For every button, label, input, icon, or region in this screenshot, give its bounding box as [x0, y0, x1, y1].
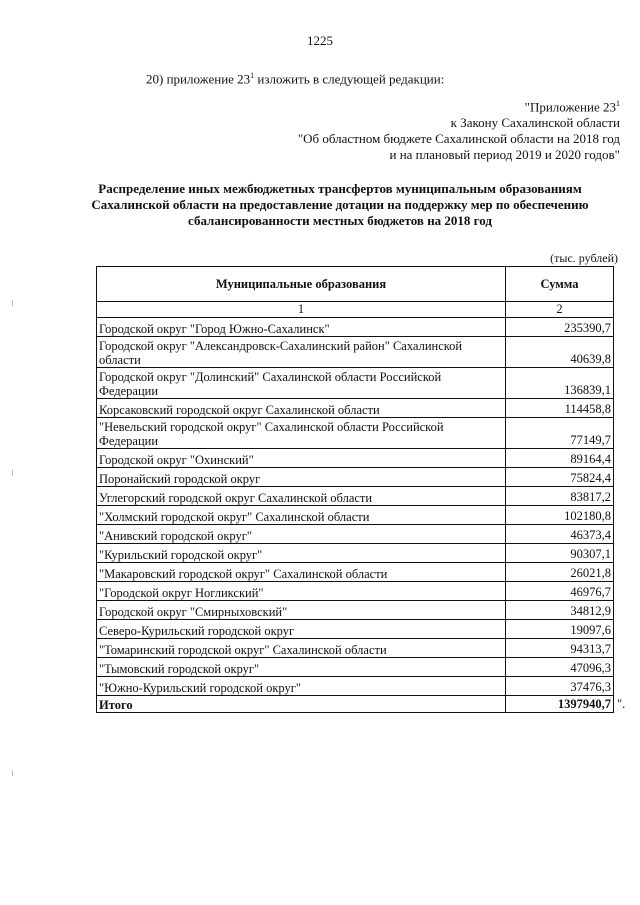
transfer-sum: 136839,1: [505, 368, 613, 399]
municipality-name: Корсаковский городской округ Сахалинской области: [97, 399, 506, 418]
page-number: 1225: [307, 33, 333, 48]
table-row: [97, 658, 614, 677]
municipality-name: "Городской округ Ногликский": [97, 582, 506, 601]
municipality-name: Городской округ "Смирныховский": [97, 601, 506, 620]
transfer-sum: 90307,1: [505, 544, 613, 563]
transfer-sum: 75824,4: [505, 468, 613, 487]
instruction-suffix: изложить в следующей редакции:: [254, 71, 445, 87]
transfer-sum: 40639,8: [505, 337, 613, 368]
transfer-sum: 19097,6: [505, 620, 613, 639]
transfer-sum: 102180,8: [505, 506, 613, 525]
transfer-sum: 235390,7: [505, 318, 613, 337]
table-row: [97, 418, 614, 449]
transfer-sum: 34812,9: [505, 601, 613, 620]
municipality-name: Городской округ "Долинский" Сахалинской области Российской Федерации: [97, 368, 506, 399]
margin-tick: [12, 470, 13, 476]
instruction-superscript: 1: [250, 71, 255, 80]
municipality-name: "Макаровский городской округ" Сахалинской области: [97, 563, 506, 582]
instruction-prefix: 20) приложение 23: [146, 71, 251, 87]
transfer-sum: 77149,7: [505, 418, 613, 449]
table-row: [97, 318, 614, 337]
table-row: [97, 639, 614, 658]
transfer-sum: 114458,8: [505, 399, 613, 418]
municipality-name: Городской округ "Александровск-Сахалинский район" Сахалинской области: [97, 337, 506, 368]
municipality-name: Углегорский городской округ Сахалинской области: [97, 487, 506, 506]
column-number-row: [97, 302, 614, 318]
closing-quote: ".: [617, 697, 626, 711]
municipality-name: "Холмский городской округ" Сахалинской области: [97, 506, 506, 525]
municipality-name: "Анивский городской округ": [97, 525, 506, 544]
municipality-name: Городской округ "Охинский": [97, 449, 506, 468]
margin-tick: [12, 300, 13, 306]
table-row: [97, 399, 614, 418]
annex-line-2: к Закону Сахалинской области: [450, 115, 620, 131]
transfer-sum: 47096,3: [505, 658, 613, 677]
table-row: [97, 563, 614, 582]
table-row: [97, 368, 614, 399]
total-row: [97, 696, 614, 713]
annex-title: "Приложение 23: [524, 99, 616, 115]
municipality-name: Городской округ "Город Южно-Сахалинск": [97, 318, 506, 337]
column-number-1: 1: [97, 302, 506, 318]
municipality-name: "Невельский городской округ" Сахалинской области Российской Федерации: [97, 418, 506, 449]
table-row: [97, 525, 614, 544]
annex-line-1: [298, 96, 620, 115]
table-row: [97, 506, 614, 525]
margin-tick: [12, 770, 13, 776]
table-header-row: [97, 267, 614, 302]
transfer-sum: 89164,4: [505, 449, 613, 468]
annex-line-4: и на плановый период 2019 и 2020 годов": [389, 147, 620, 163]
column-number-2: 2: [505, 302, 613, 318]
table-row: [97, 544, 614, 563]
transfers-table: [96, 266, 614, 713]
transfer-sum: 94313,7: [505, 639, 613, 658]
annex-superscript: 1: [616, 99, 620, 108]
municipality-name: "Тымовский городской округ": [97, 658, 506, 677]
transfer-sum: 26021,8: [505, 563, 613, 582]
municipality-name: "Курильский городской округ": [97, 544, 506, 563]
municipality-name: "Южно-Курильский городской округ": [97, 677, 506, 696]
transfer-sum: 46976,7: [505, 582, 613, 601]
table-row: [97, 601, 614, 620]
annex-header: [298, 96, 620, 163]
units-label: (тыс. рублей): [550, 251, 618, 265]
transfer-sum: 37476,3: [505, 677, 613, 696]
table-row: [97, 620, 614, 639]
amendment-instruction: [146, 71, 444, 87]
annex-line-3: "Об областном бюджете Сахалинской области на 2018 год: [297, 131, 620, 147]
table-row: [97, 449, 614, 468]
table-row: [97, 337, 614, 368]
title-line-3: сбалансированности местных бюджетов на 2018 год: [188, 213, 492, 228]
transfer-sum: 83817,2: [505, 487, 613, 506]
municipality-name: "Томаринский городской округ" Сахалинской области: [97, 639, 506, 658]
municipality-name: Северо-Курильский городской округ: [97, 620, 506, 639]
total-label: Итого: [97, 696, 506, 713]
table-row: [97, 468, 614, 487]
table-row: [97, 487, 614, 506]
header-sum: Сумма: [505, 267, 613, 302]
table-row: [97, 677, 614, 696]
title-line-1: Распределение иных межбюджетных трансфертов муниципальным образованиям: [98, 181, 582, 196]
transfer-sum: 46373,4: [505, 525, 613, 544]
document-title: [60, 181, 620, 229]
municipality-name: Поронайский городской округ: [97, 468, 506, 487]
total-sum: 1397940,7: [505, 696, 613, 713]
header-municipalities: Муниципальные образования: [97, 267, 506, 302]
title-line-2: Сахалинской области на предоставление дотации на поддержку мер по обеспечению: [91, 197, 589, 212]
table-row: [97, 582, 614, 601]
